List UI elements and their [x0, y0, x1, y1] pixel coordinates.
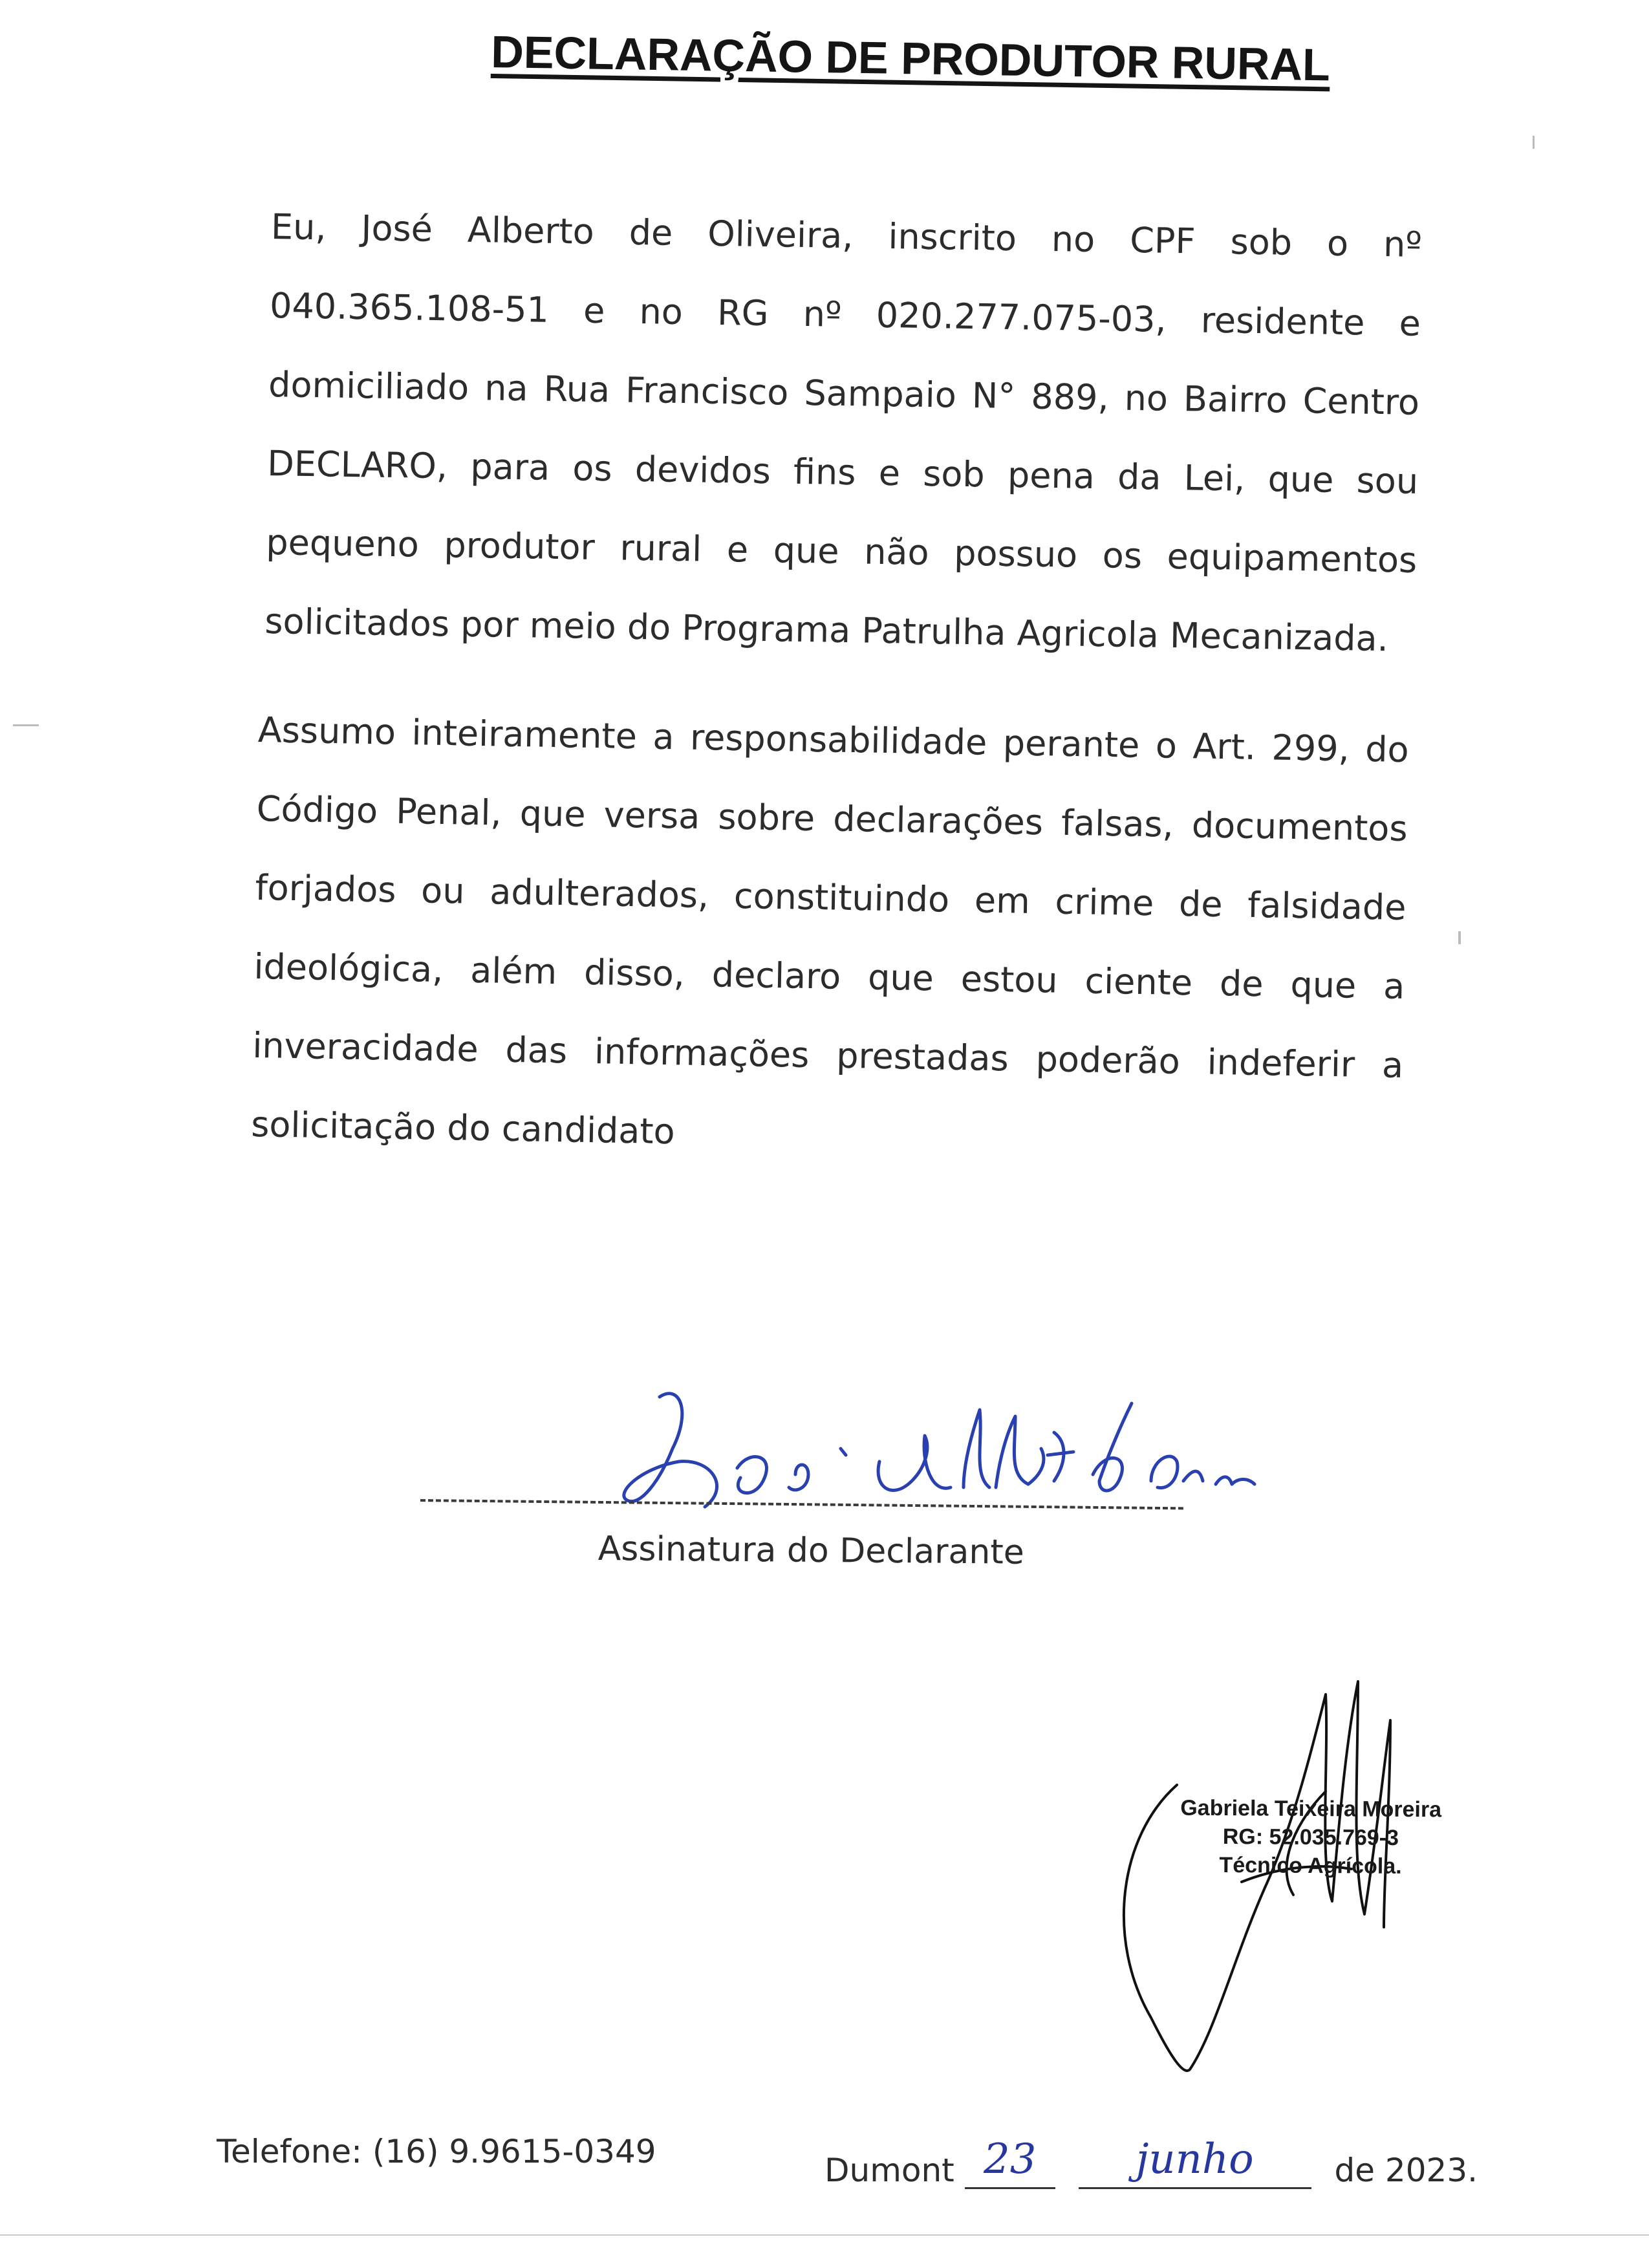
document-title: DECLARAÇÃO DE PRODUTOR RURAL: [490, 26, 1331, 91]
scan-mark: [1458, 931, 1461, 944]
phone-number: Telefone: (16) 9.9615-0349: [217, 2133, 656, 2170]
date-month: junho: [1136, 2135, 1254, 2183]
date-month-field: [1079, 2135, 1311, 2189]
date-city: Dumont: [824, 2152, 954, 2189]
date-day: 23: [983, 2135, 1037, 2183]
date-year: de 2023.: [1334, 2152, 1478, 2189]
scan-mark: [13, 724, 39, 726]
date-day-field: [965, 2135, 1055, 2189]
technician-stamp: [1180, 1794, 1442, 1881]
stamp-rg: RG: 52.035.769-3: [1222, 1824, 1399, 1850]
stamp-name: Gabriela Teixeira Moreira: [1180, 1795, 1442, 1822]
date-line: [824, 2135, 1478, 2189]
signature-label: Assinatura do Declarante: [598, 1529, 1024, 1572]
scan-edge: [0, 2234, 1649, 2236]
declaration-paragraph-1: Eu, José Alberto de Oliveira, inscrito no CPF sob o nº 040.365.108-51 e no RG nº 020.277.075-03, residente e domiciliado na Rua Francisco Sampaio N° 889, no Bairro Centro DECLARO, para os devidos fins e sob pena da Lei, que sou pequeno produtor rural e que não possuo os equipamentos solicitados por meio do Programa Patrulha Agricola Mecanizada.: [264, 206, 1423, 660]
declarant-signature: [601, 1371, 1287, 1539]
declaration-paragraph-2: Assumo inteiramente a responsabilidade perante o Art. 299, do Código Penal, que versa sobre declarações falsas, documentos forjados ou adulterados, constituindo em crime de falsidade ideológica, além disso, declaro que estou ciente de que a inveracidade das informações prestadas poderão indeferir a solicitação do candidato: [250, 709, 1410, 1152]
scan-mark: [1533, 136, 1535, 149]
stamp-role: Técnico Agrícola.: [1219, 1853, 1402, 1879]
